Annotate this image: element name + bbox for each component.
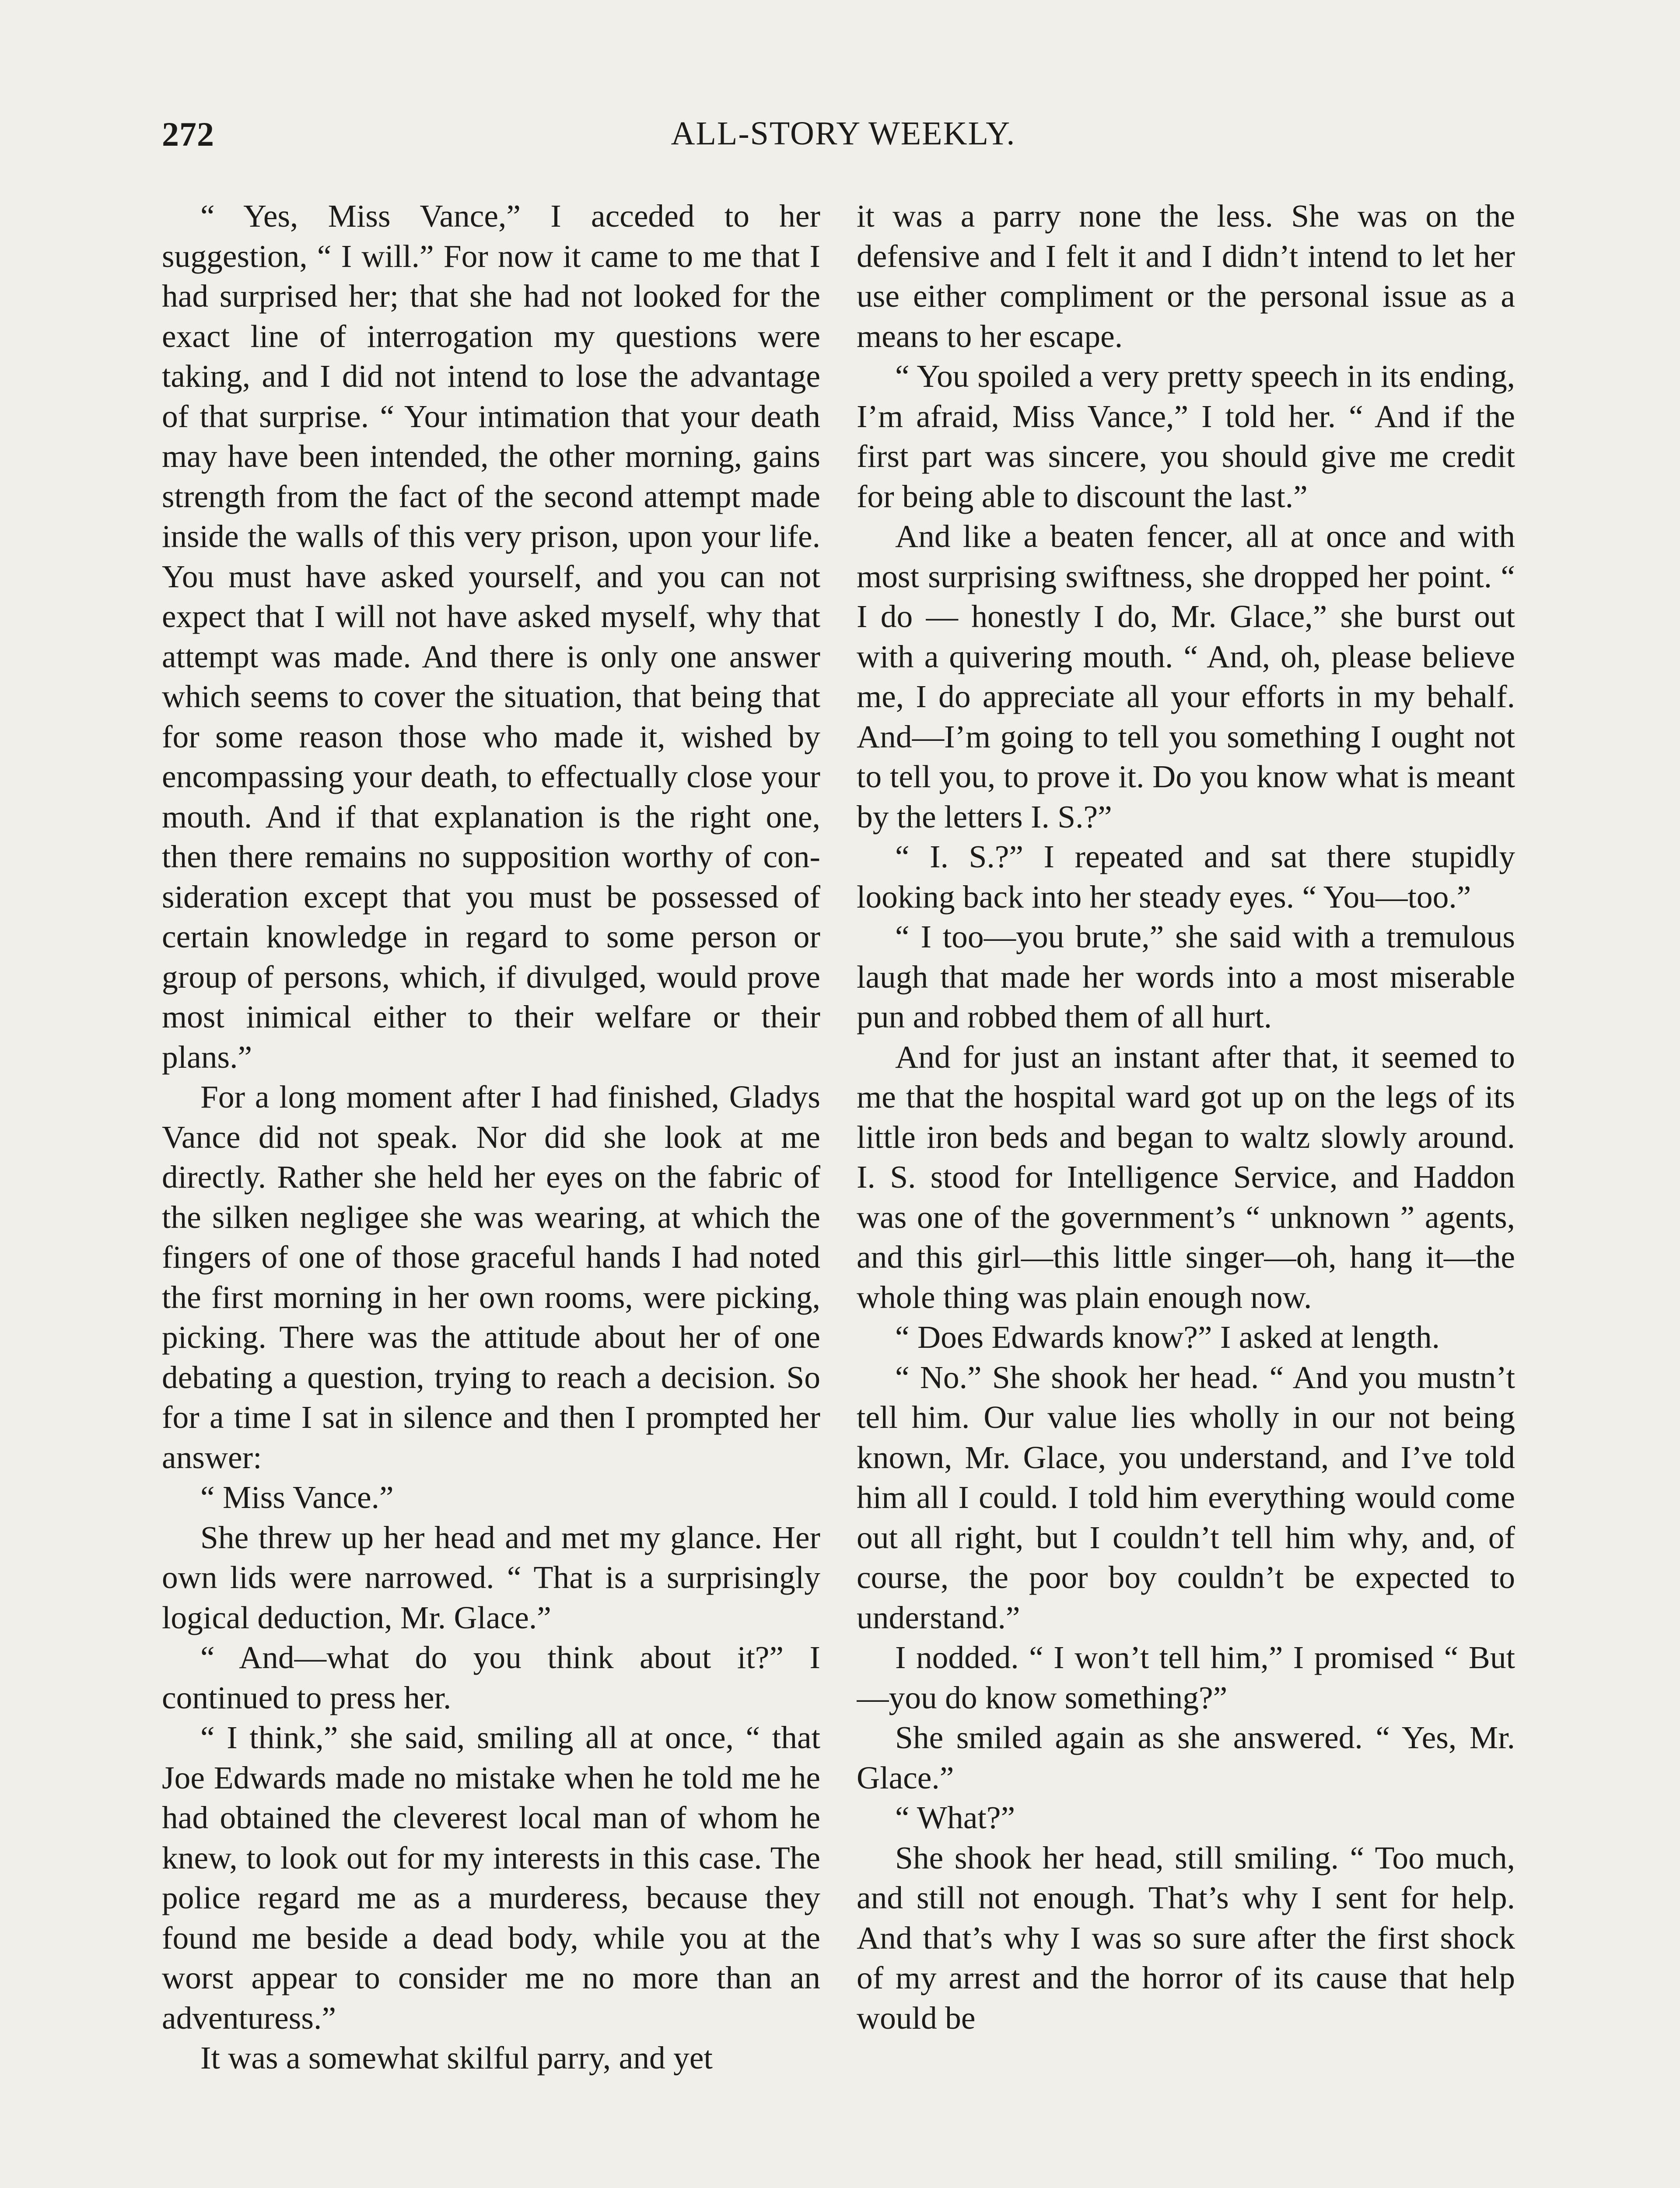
paragraph: And like a beaten fencer, all at once and with most surprising swiftness, she dropped her point. “ I do — honestly I do, Mr. Glace,” she burst out with a quivering mouth. “ And, oh, please believe me, I do appreciate all your efforts in my behalf. And—I’m going to tell you something I ought not to tell you, to prove it. Do you know what is meant by the letters I. S.?” [857,519,1515,835]
paragraph: It was a somewhat skilful parry, and yet [200,2040,713,2076]
paragraph: I nodded. “ I won’t tell him,” I promised “ But—you do know something?” [857,1640,1515,1715]
paragraph: “ No.” She shook her head. “ And you mustn’t tell him. Our value lies wholly in our not being known, Mr. Glace, you understand, and I’ve told him all I could. I told him everything would come out all right, but I couldn’t tell him why, and, of course, the poor boy couldn’t be expected to understand.” [857,1359,1515,1635]
paragraph: “ I think,” she said, smiling all at once, “ that Joe Edwards made no mistake when he told me he had obtained the cleverest local man of whom he knew, to look out for my interests in this case. The police regard me as a murderess, because they found me beside a dead body, while you at the worst appear to consider me no more than an adventuress.” [162,1720,820,2036]
running-head: ALL-STORY WEEKLY. [671,115,1016,152]
paragraph: “ You spoiled a very pretty speech in its ending, I’m afraid, Miss Vance,” I told her. “ And if the first part was sincere, you should give me credit for being able to discount the last.” [857,358,1515,514]
right-text-column [857,196,1515,2188]
paragraph: For a long moment after I had finished, Gladys Vance did not speak. Nor did she look at me directly. Rather she held her eyes on the fabric of the silken negligee she was wearing, at which the fingers of one of those graceful hands I had noted the first morning in her own rooms, were picking, picking. There was the attitude about her of one debating a question, trying to reach a decision. So for a time I sat in silence and then I prompted her answer: [162,1079,820,1475]
paragraph: “ I too—you brute,” she said with a tremulous laugh that made her words into a most miserable pun and robbed them of all hurt. [857,919,1515,1034]
paragraph: “ I. S.?” I repeated and sat there stupidly looking back into her steady eyes. “ You—too.” [857,839,1515,915]
paragraph: She shook her head, still smiling. “ Too much, and still not enough. That’s why I sent for help. And that’s why I was so sure after the first shock of my arrest and the horror of its cause that help would be [857,1840,1515,2036]
left-text-column [162,196,820,2188]
paragraph: “ Does Edwards know?” I asked at length. [895,1319,1440,1355]
paragraph: “ And—what do you think about it?” I continued to press her. [162,1640,820,1715]
paragraph: She threw up her head and met my glance. Her own lids were narrowed. “ That is a surprisingly logical deduction, Mr. Glace.” [162,1519,820,1635]
paragraph: And for just an instant after that, it seemed to me that the hospital ward got up on the legs of its little iron beds and began to waltz slowly around. I. S. stood for Intelligence Service, and Haddon was one of the government’s “ unknown ” agents, and this girl—this little singer—oh, hang it—the whole thing was plain enough now. [857,1039,1515,1315]
paragraph: “ What?” [895,1800,1015,1835]
page-number: 272 [162,115,214,153]
paragraph: “ Yes, Miss Vance,” I acceded to her suggestion, “ I will.” For now it came to me that I had surprised her; that she had not looked for the exact line of interrogation my questions were taking, and I did not intend to lose the advantage of that surprise. “ Your intimation that your death may have been intended, the other morning, gains strength from the fact of the second attempt made inside the walls of this very prison, upon your life. You must have asked yourself, and you can not expect that I will not have asked myself, why that attempt was made. And there is only one answer which seems to cover the situation, that being that for some reason those who made it, wished by encompassing your death, to effectually close your mouth. And if that explanation is the right one, then there remains no supposition worthy of consideration except that you must be possessed of certain knowledge in regard to some person or group of persons, which, if divulged, would prove most inimical either to their welfare or their plans.” [162,198,820,1075]
page-header [162,115,1525,167]
paragraph: She smiled again as she answered. “ Yes, Mr. Glace.” [857,1720,1515,1795]
paragraph: it was a parry none the less. She was on the defensive and I felt it and I didn’t intend to let her use either compliment or the personal issue as a means to her escape. [857,198,1515,354]
paragraph: “ Miss Vance.” [200,1480,394,1515]
